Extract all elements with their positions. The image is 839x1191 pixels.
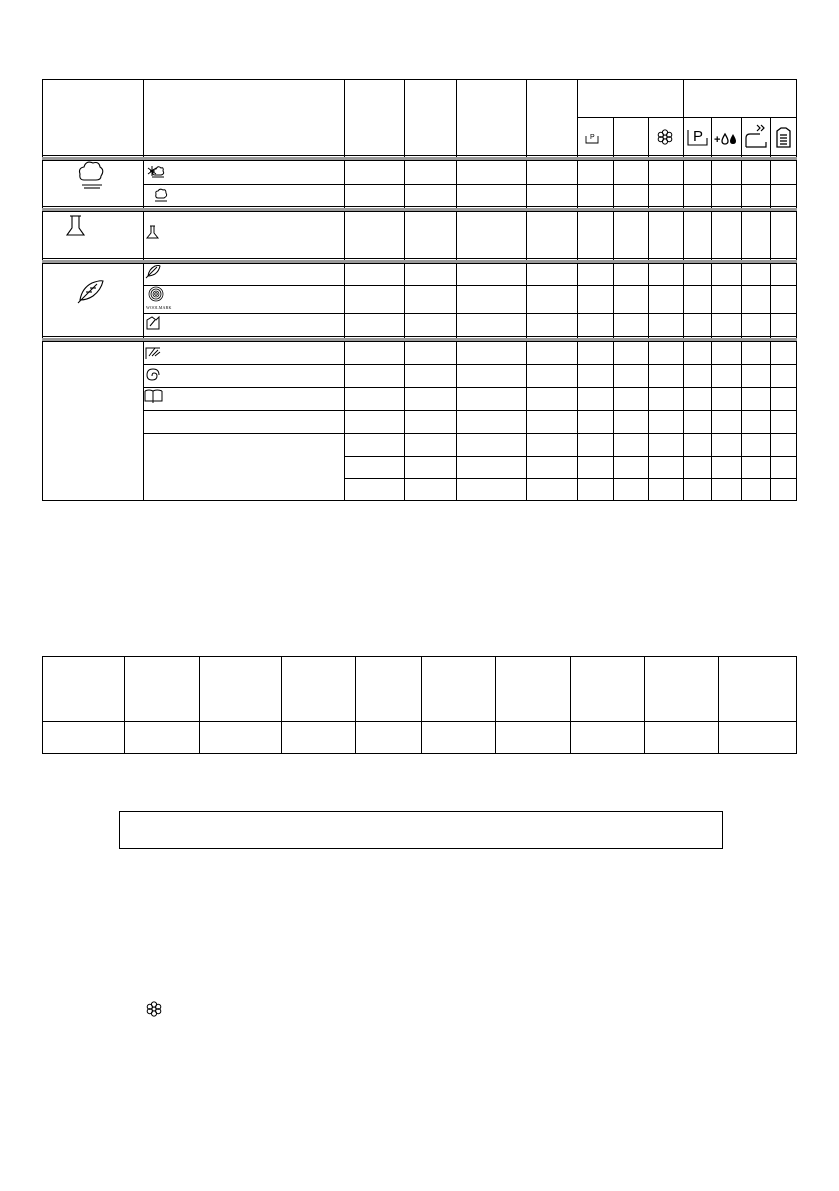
extra-rinse-icon [714,134,736,146]
programme-table [0,0,839,520]
spin-icon [147,369,159,380]
flower-icon [658,130,672,144]
cotton-small-icon [155,189,167,201]
svg-text:+: + [714,134,721,146]
delicates-small-feather-icon [146,266,160,279]
shirt-icon [777,128,790,147]
drain-icon [145,390,162,403]
flask-icon [67,216,84,235]
quick-icon [746,125,766,147]
woolmark-icon [149,287,163,301]
note-box [119,811,723,849]
cotton-cloud-icon [80,162,103,188]
cotton-prewash-icon [148,166,164,177]
detergent-p-icon [688,128,707,145]
feather-icon [78,281,103,303]
handwash-icon [147,317,159,329]
woolmark-label: WOOLMARK [146,305,172,310]
inline-flower-icon [143,998,165,1020]
svg-text:P: P [590,134,595,141]
synthetics-small-flask-icon [147,226,158,238]
svg-text:P: P [693,128,704,145]
rinse-icon [146,348,160,359]
prewash-icon [586,134,598,143]
spec-table [0,650,839,760]
